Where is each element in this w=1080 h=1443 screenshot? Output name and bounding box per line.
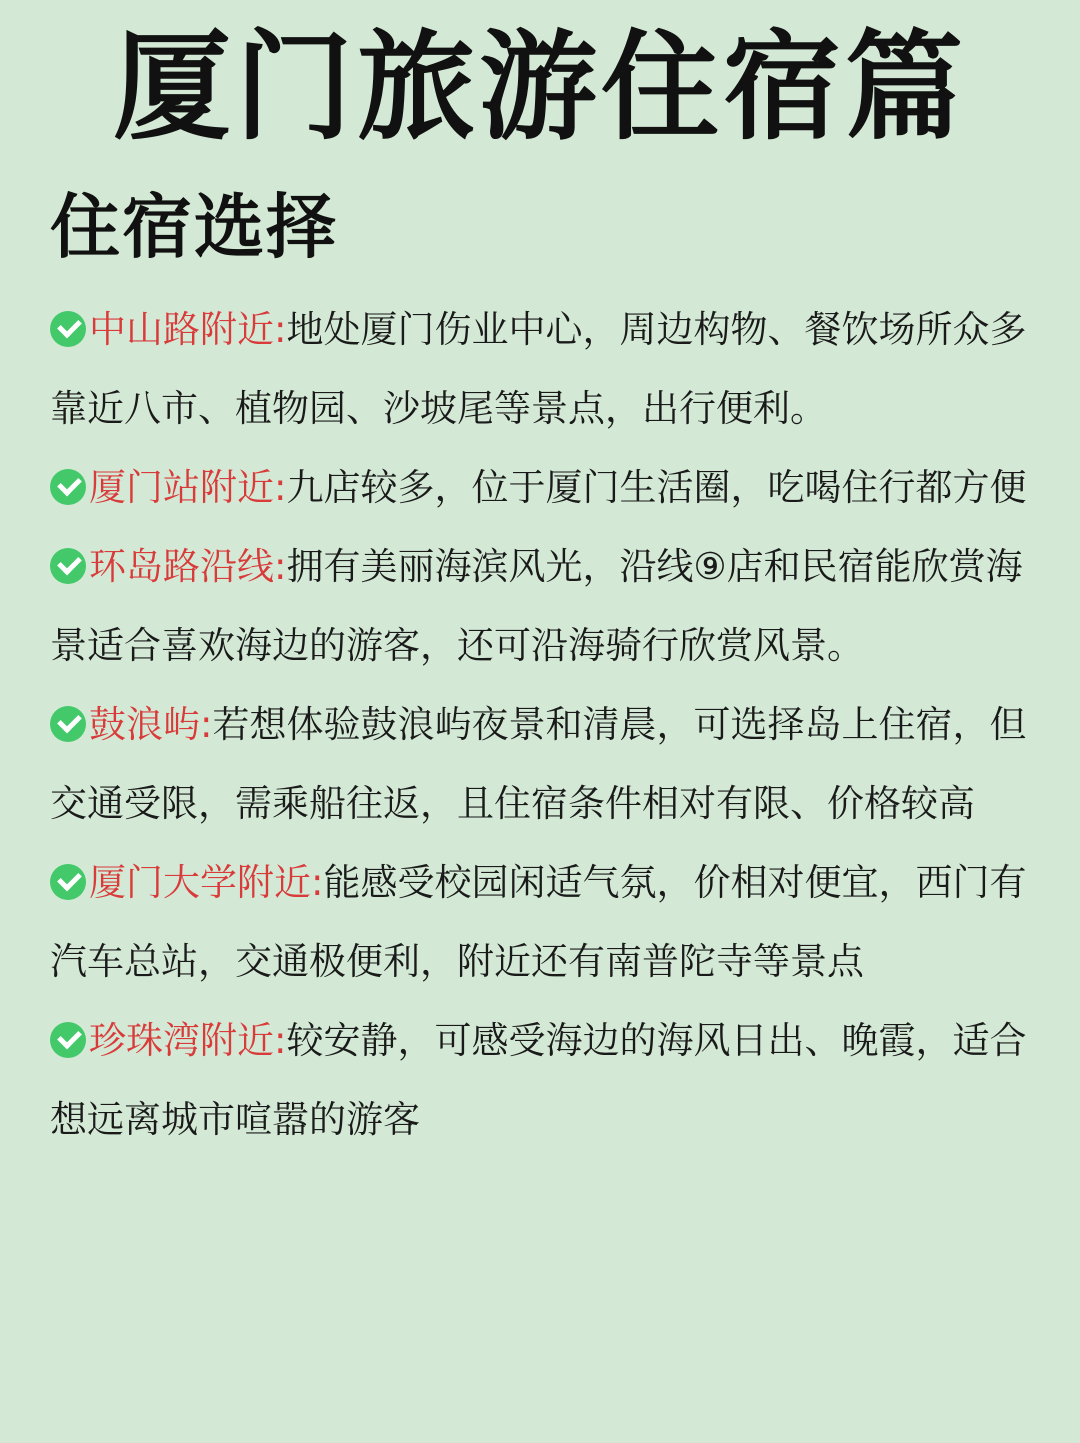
check-icon (50, 548, 86, 584)
item-description: 较安静，可感受海边的海风日出、晚霞，适合想远离城市喧嚣的游客 (50, 1019, 1027, 1141)
check-icon (50, 864, 86, 900)
item-description: 拥有美丽海滨风光，沿线⑨店和民宿能欣赏海景适合喜欢海边的游客，还可沿海骑行欣赏风景。 (50, 545, 1023, 667)
check-icon (50, 706, 86, 742)
list-item-zhongshan-road (50, 290, 1030, 448)
item-label: 环岛路沿线: (89, 545, 287, 588)
item-description: 若想体验鼓浪屿夜景和清晨，可选择岛上住宿，但交通受限，需乘船往返，且住宿条件相对有限、价格较高 (50, 703, 1027, 825)
list-item-xiamen-station (50, 448, 1030, 527)
list-item-gulangyu (50, 685, 1030, 843)
section-title: 住宿选择 (50, 186, 338, 268)
item-label: 珍珠湾附近: (89, 1019, 287, 1062)
check-icon (50, 1022, 86, 1058)
item-label: 厦门大学附近: (89, 861, 324, 904)
item-label: 鼓浪屿: (89, 703, 213, 746)
page-title: 厦门旅游住宿篇 (112, 18, 967, 156)
item-label: 厦门站附近: (89, 466, 287, 509)
list-item-island-ring-road (50, 527, 1030, 685)
list-item-pearl-bay (50, 1001, 1030, 1159)
check-icon (50, 311, 86, 347)
item-description: 地处厦门伤业中心，周边构物、餐饮场所众多靠近八市、植物园、沙坡尾等景点，出行便利。 (50, 308, 1027, 430)
item-description: 九店较多，位于厦门生活圈，吃喝住行都方便 (286, 466, 1027, 509)
accommodation-list (50, 290, 1030, 1159)
check-icon (50, 469, 86, 505)
item-description: 能感受校园闲适气氛，价相对便宜，西门有汽车总站，交通极便利，附近还有南普陀寺等景点 (50, 861, 1027, 983)
item-label: 中山路附近: (89, 308, 287, 351)
list-item-xiamen-university (50, 843, 1030, 1001)
